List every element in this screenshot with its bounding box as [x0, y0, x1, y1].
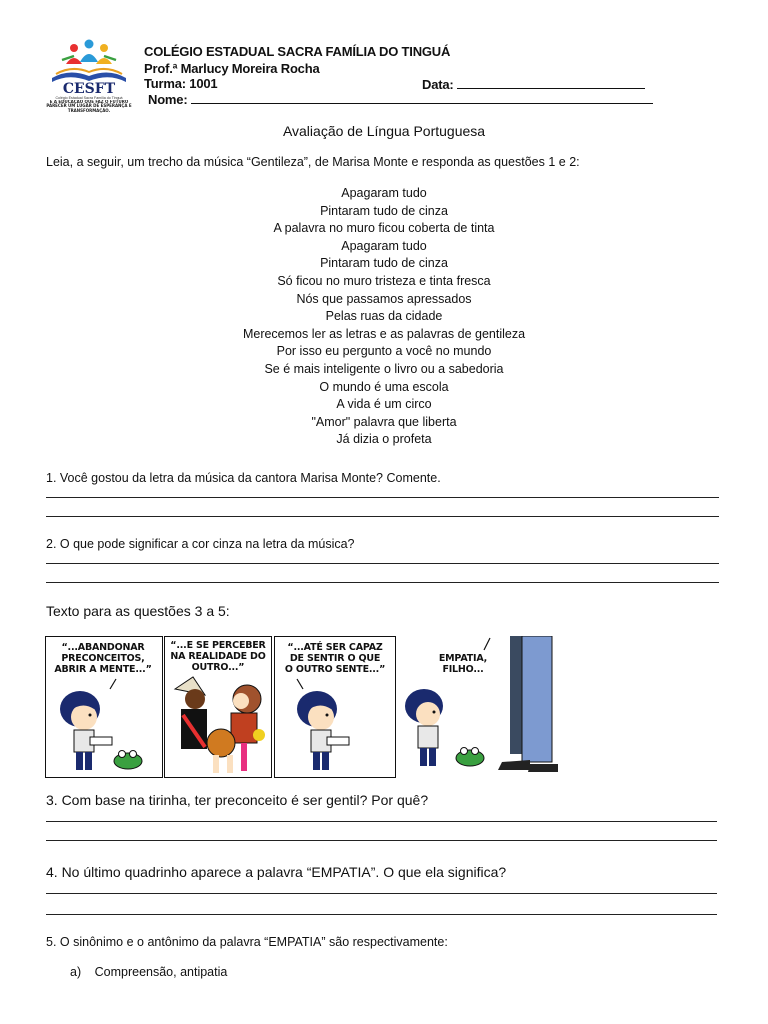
answer-line[interactable] — [46, 893, 717, 894]
intro-text: Leia, a seguir, um trecho da música “Gentileza”, de Marisa Monte e responda as questões 1 e 2: — [46, 155, 580, 169]
diverse-people-illustration — [165, 637, 271, 777]
date-field[interactable] — [422, 76, 645, 92]
comic-panel-3 — [274, 636, 396, 778]
date-blank[interactable] — [457, 76, 645, 89]
option-a-text: Compreensão, antipatia — [94, 965, 228, 979]
comic-strip — [45, 636, 558, 778]
comic-intro: Texto para as questões 3 a 5: — [46, 603, 230, 619]
lyric-line: Pelas ruas da cidade — [325, 309, 443, 324]
school-name: COLÉGIO ESTADUAL SACRA FAMÍLIA DO TINGUÁ — [144, 44, 451, 59]
boy-reading-illustration — [275, 637, 395, 777]
page-title: Avaliação de Língua Portuguesa — [282, 123, 486, 139]
option-a-letter: a) — [70, 965, 82, 979]
answer-line[interactable] — [46, 582, 719, 583]
panel-4-speech: EMPATIA, FILHO... — [438, 653, 488, 675]
name-field[interactable] — [148, 91, 653, 107]
question-5: 5. O sinônimo e o antônimo da palavra “EMPATIA” são respectivamente: — [46, 935, 448, 949]
comic-panel-1 — [45, 636, 163, 778]
comic-panel-4 — [398, 636, 558, 776]
answer-line[interactable] — [46, 840, 717, 841]
name-blank[interactable] — [191, 91, 653, 104]
question-3: 3. Com base na tirinha, ter preconceito é ser gentil? Por quê? — [46, 792, 429, 808]
answer-line[interactable] — [46, 563, 719, 564]
father-and-boy-illustration — [398, 636, 558, 776]
lyric-line: O mundo é uma escola — [319, 379, 449, 394]
logo-motto: E A EDUCAÇÃO QUE FAZ O FUTURO PARECER UM LUGAR DE ESPERANÇA E TRANSFORMAÇÃO. — [46, 100, 132, 113]
answer-line[interactable] — [46, 821, 717, 822]
lyrics-block — [0, 185, 768, 449]
panel-1-speech: “...ABANDONAR PRECONCEITOS, ABRIR A MENTE...” — [54, 642, 152, 675]
school-logo — [44, 38, 134, 120]
lyric-line: Pintaram tudo de cinza — [320, 203, 448, 218]
lyric-line: Por isso eu pergunto a você no mundo — [276, 344, 492, 359]
lyric-line: Pintaram tudo de cinza — [320, 256, 448, 271]
answer-line[interactable] — [46, 914, 717, 915]
date-label: Data: — [422, 77, 454, 92]
option-a[interactable] — [70, 965, 227, 979]
class-label: Turma: 1001 — [144, 76, 218, 91]
answer-line[interactable] — [46, 497, 719, 498]
logo-subtitle: Colégio Estadual Sacra Família do Tinguá — [55, 96, 123, 100]
lyric-line: Nós que passamos apressados — [296, 291, 472, 306]
lyric-line: Só ficou no muro tristeza e tinta fresca — [277, 273, 491, 288]
question-2: 2. O que pode significar a cor cinza na letra da música? — [46, 537, 355, 551]
people-icon — [62, 40, 116, 65]
answer-line[interactable] — [46, 516, 719, 517]
lyric-line: Apagaram tudo — [341, 238, 427, 253]
logo-acronym: CESFT — [62, 81, 116, 97]
comic-panel-2 — [164, 636, 272, 778]
lyric-line: Já dizia o profeta — [336, 432, 432, 447]
panel-3-speech: “...ATÉ SER CAPAZ DE SENTIR O QUE O OUTRO SENTE...” — [284, 642, 386, 675]
boy-reading-illustration — [46, 637, 162, 777]
lyric-line: A palavra no muro ficou coberta de tinta — [273, 221, 495, 236]
teacher-name: Prof.ª Marlucy Moreira Rocha — [144, 61, 320, 76]
question-4: 4. No último quadrinho aparece a palavra “EMPATIA”. O que ela significa? — [46, 864, 507, 880]
question-1: 1. Você gostou da letra da música da cantora Marisa Monte? Comente. — [46, 471, 441, 485]
lyric-line: Apagaram tudo — [341, 186, 427, 200]
panel-2-speech: “...E SE PERCEBER NA REALIDADE DO OUTRO...” — [170, 640, 266, 673]
name-label: Nome: — [148, 92, 188, 107]
lyric-line: Merecemos ler as letras e as palavras de gentileza — [242, 326, 526, 341]
lyric-line: A vida é um circo — [336, 397, 432, 412]
lyric-line: Se é mais inteligente o livro ou a sabedoria — [264, 361, 504, 376]
lyric-line: "Amor" palavra que liberta — [311, 414, 457, 429]
